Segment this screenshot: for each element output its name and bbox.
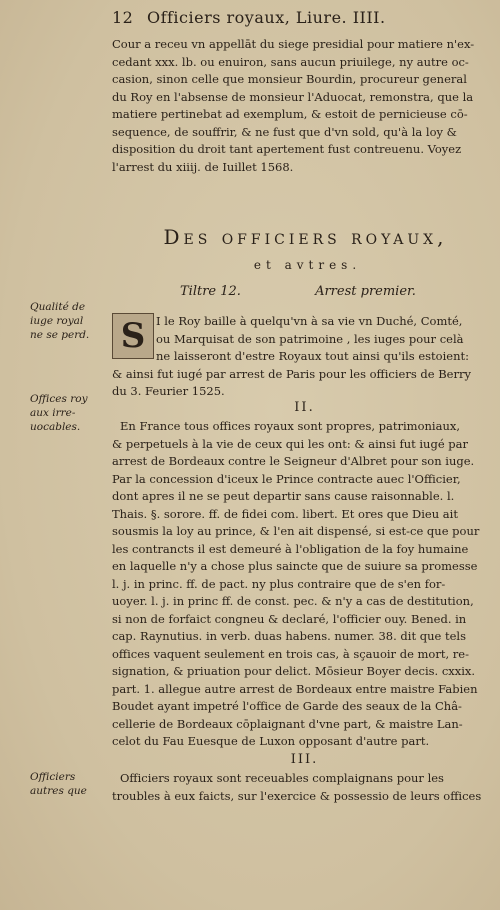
text-line: Par la concession d'iceux le Prince contracte auec l'Officier, xyxy=(112,471,461,486)
text-line: disposition du droit tant apertement fust contreuenu. Voyez xyxy=(112,142,462,156)
text-line: du Roy en l'absense de monsieur l'Aduocat, remonstra, que la xyxy=(112,89,474,104)
text-line: cellerie de Bordeaux cōplaignant d'vne part, & maistre Lan- xyxy=(112,716,463,731)
text-line: I le Roy baille à quelqu'vn à sa vie vn Duché, Comté, xyxy=(156,314,463,328)
paragraph-1 xyxy=(112,313,497,401)
margin-note-offices xyxy=(30,392,110,434)
title-line xyxy=(180,284,480,299)
margin-note-qualite xyxy=(30,300,110,342)
text-line: les contrancts il est demeuré à l'obligation de la foy humaine xyxy=(112,541,469,556)
text-line: cap. Raynutius. in verb. duas habens. numer. 38. dit que tels xyxy=(112,629,466,643)
titre-label: Tiltre 12. xyxy=(180,284,241,299)
text-line: si non de forfaict congneu & declaré, l'officier ouy. Bened. in xyxy=(112,611,467,626)
margin-line: aux irre- xyxy=(30,407,76,419)
running-head xyxy=(112,8,482,27)
margin-line: uocables. xyxy=(30,421,81,433)
text-line: sousmis la loy au prince, & l'en ait dispensé, si est-ce que pour xyxy=(112,524,480,538)
margin-line: autres que xyxy=(30,785,87,797)
text-line: casion, sinon celle que monsieur Bourdin, procureur general xyxy=(112,72,467,86)
text-line: part. 1. allegue autre arrest de Bordeaux entre maistre Fabien xyxy=(112,681,478,696)
margin-line: ne se perd. xyxy=(30,329,90,341)
margin-line: Qualité de xyxy=(30,301,86,313)
paragraph-number-3: III. xyxy=(290,752,319,767)
text-line: celot du Fau Euesque de Luxon opposant d'autre part. xyxy=(112,734,430,748)
text-line: dont apres il ne se peut departir sans cause raisonnable. l. xyxy=(112,489,455,503)
arrest-label: Arrest premier. xyxy=(315,284,416,299)
text-line: en laquelle n'y a chose plus saincte que de suiure sa promesse xyxy=(112,559,478,573)
margin-line: Officiers xyxy=(30,771,76,783)
paragraph-number-2: II. xyxy=(294,400,315,415)
margin-line: Offices roy xyxy=(30,393,88,405)
drop-cap: S xyxy=(112,313,154,359)
text-line: du 3. Feurier 1525. xyxy=(112,384,225,398)
running-title: Officiers royaux, Liure. IIII. xyxy=(146,8,386,27)
section-title: Des officiers royaux, xyxy=(163,225,448,249)
section-subtitle: et avtres. xyxy=(253,258,362,272)
text-line: l. j. in princ. ff. de pact. ny plus contraire que de s'en for- xyxy=(112,576,446,591)
text-line: cedant xxx. lb. ou enuiron, sans aucun priuilege, ny autre oc- xyxy=(112,54,469,69)
text-line: offices vaquent seulement en trois cas, à sçauoir de mort, re- xyxy=(112,646,469,661)
text-line: Thais. §. sorore. ff. de fidei com. libert. Et ores que Dieu ait xyxy=(112,506,458,521)
text-line: ne laisseront d'estre Royaux tout ainsi qu'ils estoient: xyxy=(156,349,469,363)
page-number: 12 xyxy=(112,8,134,27)
text-line: signation, & priuation pour delict. Mōsieur Boyer decis. cxxix. xyxy=(112,664,476,678)
text-line: troubles à eux faicts, sur l'exercice & possessio de leurs offices xyxy=(112,788,482,803)
text-line: arrest de Bordeaux contre le Seigneur d'Albret pour son iuge. xyxy=(112,454,475,468)
text-line: Officiers royaux sont receuables complaignans pour les xyxy=(120,771,444,785)
text-line: ou Marquisat de son patrimoine , les iuges pour celà xyxy=(156,331,464,346)
text-line: Cour a receu vn appellāt du siege presidial pour matiere n'ex- xyxy=(112,37,475,51)
text-line: Boudet ayant impetré l'office de Garde des seaux de la Châ- xyxy=(112,699,462,713)
top-paragraph xyxy=(112,36,497,176)
margin-note-officiers xyxy=(30,770,110,798)
text-line: matiere pertinebat ad exemplum, & estoit de pernicieuse cō- xyxy=(112,107,468,121)
margin-line: iuge royal xyxy=(30,315,84,327)
text-line: En France tous offices royaux sont propres, patrimoniaux, xyxy=(120,419,461,433)
paragraph-3 xyxy=(112,770,497,805)
text-line: sequence, de souffrir, & ne fust que d'vn sold, qu'à la loy & xyxy=(112,124,457,139)
text-line: l'arrest du xiiij. de Iuillet 1568. xyxy=(112,159,294,174)
text-line: & perpetuels à la vie de ceux qui les ont: & ainsi fut iugé par xyxy=(112,436,469,451)
text-line: uoyer. l. j. in princ ff. de const. pec. & n'y a cas de destitution, xyxy=(112,594,474,608)
paragraph-2 xyxy=(112,418,497,751)
text-line: & ainsi fut iugé par arrest de Paris pour les officiers de Berry xyxy=(112,366,471,381)
